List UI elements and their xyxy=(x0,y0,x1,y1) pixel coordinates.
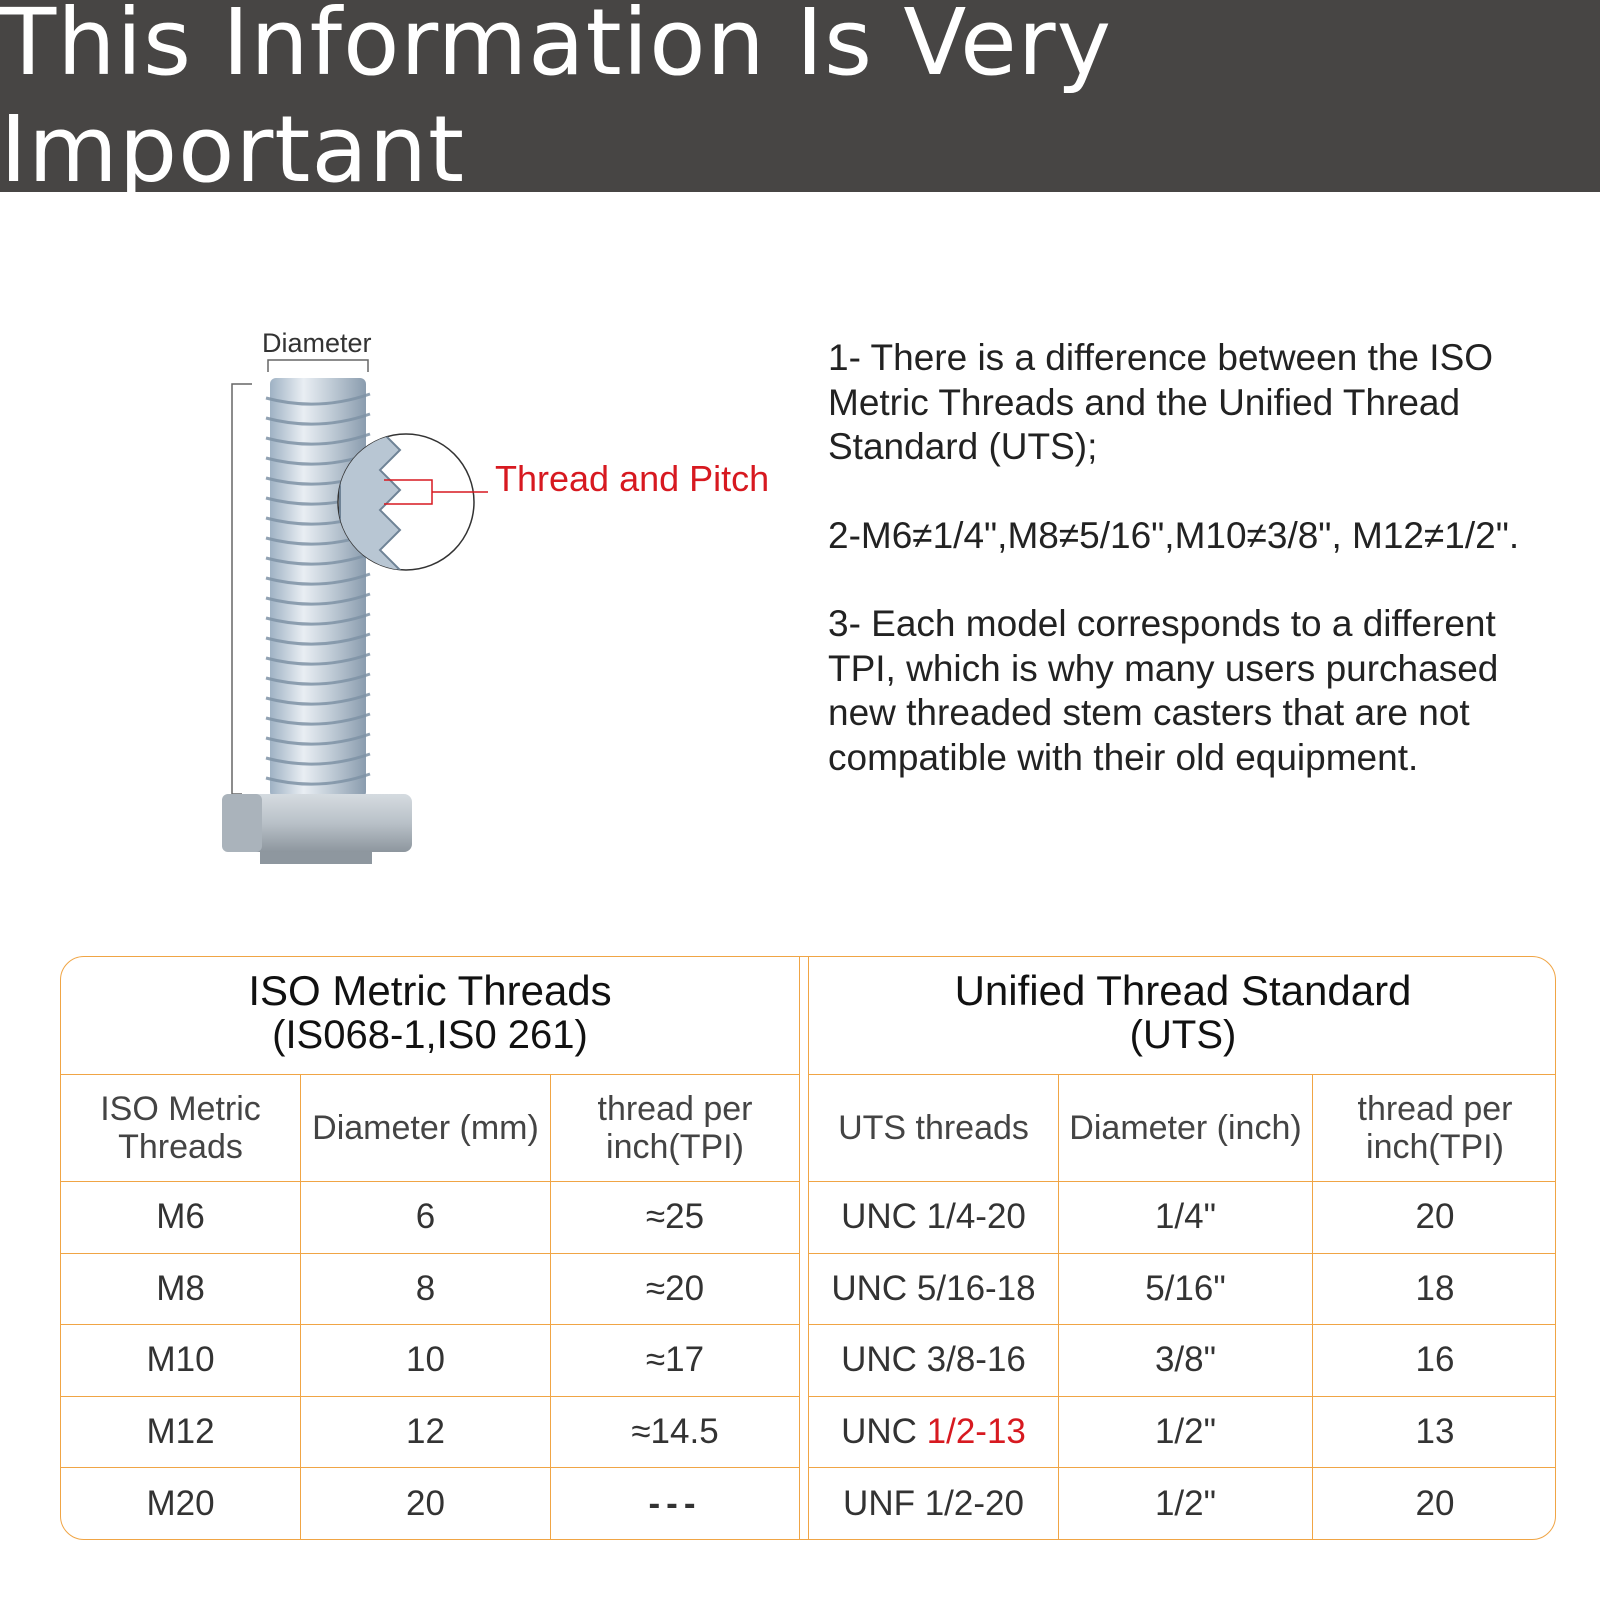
table-row xyxy=(61,1325,799,1397)
iso-col-header: Diameter (mm) xyxy=(301,1075,551,1181)
table-cell: 20 xyxy=(1415,1197,1455,1237)
table-cell xyxy=(809,1397,1059,1468)
table-row xyxy=(809,1254,1556,1326)
uts-group-header xyxy=(809,957,1556,1075)
table-row xyxy=(809,1325,1556,1397)
table-cell: 6 xyxy=(301,1182,551,1253)
table-cell: 5/16" xyxy=(1059,1254,1313,1325)
notes-block xyxy=(828,336,1528,780)
note-2: 2-M6≠1/4",M8≠5/16",M10≠3/8", M12≠1/2". xyxy=(828,514,1520,556)
thread-pitch-label: Thread and Pitch xyxy=(495,458,770,499)
table-cell: 13 xyxy=(1415,1411,1455,1451)
iso-col-header: thread per inch(TPI) xyxy=(597,1090,753,1166)
uts-subtitle: (UTS) xyxy=(1129,1013,1237,1057)
table-row xyxy=(809,1182,1556,1254)
header-banner xyxy=(0,0,1600,203)
table-cell: --- xyxy=(648,1483,702,1523)
thread-comparison-table xyxy=(60,956,1556,1540)
table-row xyxy=(61,1397,799,1469)
table-row xyxy=(61,1254,799,1326)
bolt-illustration xyxy=(200,320,800,890)
iso-section xyxy=(61,957,799,1539)
table-row xyxy=(61,1468,799,1540)
table-cell: 1/4" xyxy=(1059,1182,1313,1253)
thread-prefix: UNC xyxy=(841,1411,927,1451)
table-cell: 20 xyxy=(301,1468,551,1540)
uts-section xyxy=(809,957,1556,1539)
iso-title: ISO Metric Threads xyxy=(248,967,612,1014)
table-cell: ≈20 xyxy=(645,1268,705,1308)
table-cell: UNC 1/4-20 xyxy=(809,1182,1059,1253)
table-row-highlighted xyxy=(809,1397,1556,1469)
uts-column-headers xyxy=(809,1075,1556,1182)
table-cell: UNC 3/8-16 xyxy=(809,1325,1059,1396)
highlighted-thread-code: 1/2-13 xyxy=(926,1411,1026,1451)
table-cell: 10 xyxy=(301,1325,551,1396)
uts-col-header: Diameter (inch) xyxy=(1059,1075,1313,1181)
iso-group-header xyxy=(61,957,799,1075)
table-cell: ≈25 xyxy=(645,1197,705,1237)
table-cell: 8 xyxy=(301,1254,551,1325)
table-cell: M20 xyxy=(61,1468,301,1540)
table-cell: ≈14.5 xyxy=(631,1411,719,1451)
highlighted-diameter: 1/2" xyxy=(1059,1397,1313,1468)
table-cell: 18 xyxy=(1415,1268,1455,1308)
table-cell: UNC 5/16-18 xyxy=(809,1254,1059,1325)
table-cell: 12 xyxy=(301,1397,551,1468)
iso-col-header: ISO Metric Threads xyxy=(61,1075,301,1181)
table-cell: 20 xyxy=(1415,1483,1455,1523)
table-cell: 1/2" xyxy=(1059,1468,1313,1540)
table-cell: M12 xyxy=(61,1397,301,1468)
table-cell: M6 xyxy=(61,1182,301,1253)
note-1: 1- There is a difference between the ISO Metric Threads and the Unified Thread Standard (UTS); xyxy=(828,337,1494,467)
table-cell: 3/8" xyxy=(1059,1325,1313,1396)
iso-column-headers xyxy=(61,1075,799,1182)
table-cell: ≈17 xyxy=(645,1340,705,1380)
iso-subtitle: (IS068-1,IS0 261) xyxy=(272,1013,588,1057)
table-cell: UNF 1/2-20 xyxy=(809,1468,1059,1540)
table-row xyxy=(809,1468,1556,1540)
bolt-diagram xyxy=(200,320,800,890)
uts-title: Unified Thread Standard xyxy=(954,967,1412,1014)
table-cell: 16 xyxy=(1415,1340,1455,1380)
table-row xyxy=(61,1182,799,1254)
table-cell: M8 xyxy=(61,1254,301,1325)
uts-col-header: UTS threads xyxy=(809,1075,1059,1181)
uts-col-header: thread per inch(TPI) xyxy=(1357,1090,1513,1166)
diameter-label: Diameter xyxy=(262,328,372,358)
note-3: 3- Each model corresponds to a different TPI, which is why many users purchased new threaded stem casters that are not compatible with their old equipment. xyxy=(828,603,1499,778)
page-title: This Information Is Very Important xyxy=(0,0,1113,203)
table-cell: M10 xyxy=(61,1325,301,1396)
section-divider xyxy=(799,957,809,1539)
